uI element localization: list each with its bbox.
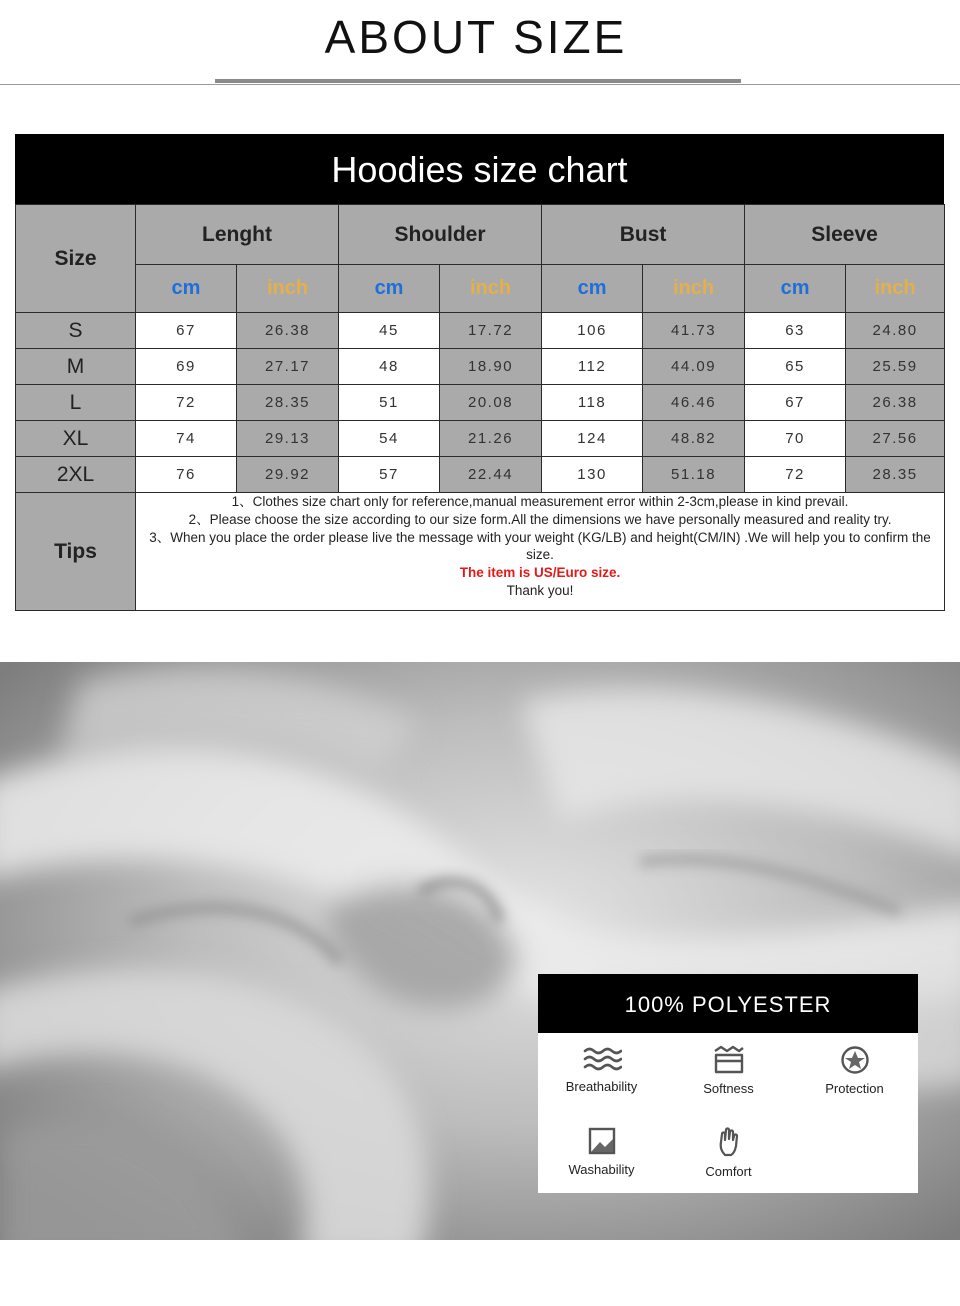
size-value-cell: 65 <box>745 349 846 385</box>
size-value-cell: 44.09 <box>643 349 745 385</box>
feature-label: Comfort <box>705 1164 752 1179</box>
size-value-cell: 22.44 <box>440 457 542 493</box>
material-title: 100% POLYESTER <box>538 974 918 1033</box>
size-value-cell: 28.35 <box>846 457 945 493</box>
feature-label: Washability <box>568 1162 635 1177</box>
unit-header: cm <box>136 265 237 313</box>
size-value-cell: 124 <box>542 421 643 457</box>
size-value-cell: 54 <box>339 421 440 457</box>
size-value-cell: 63 <box>745 313 846 349</box>
size-value-cell: 18.90 <box>440 349 542 385</box>
size-value-cell: 28.35 <box>237 385 339 421</box>
tip-closing: Thank you! <box>506 582 574 598</box>
size-value-cell: 70 <box>745 421 846 457</box>
feature-label: Softness <box>703 1081 754 1096</box>
size-value-cell: 57 <box>339 457 440 493</box>
size-table <box>15 204 945 611</box>
softness-icon <box>712 1045 746 1075</box>
size-value-cell: 130 <box>542 457 643 493</box>
group-header-sleeve: Sleeve <box>745 205 945 265</box>
size-value-cell: 48 <box>339 349 440 385</box>
feature-label: Breathability <box>565 1079 638 1094</box>
size-value-cell: 51.18 <box>643 457 745 493</box>
tip-highlight: The item is US/Euro size. <box>459 565 621 581</box>
size-value-cell: 51 <box>339 385 440 421</box>
unit-header: cm <box>542 265 643 313</box>
size-value-cell: 67 <box>745 385 846 421</box>
unit-header: inch <box>440 265 542 313</box>
size-value-cell: 29.13 <box>237 421 339 457</box>
size-value-cell: 118 <box>542 385 643 421</box>
size-value-cell: 67 <box>136 313 237 349</box>
waves-icon <box>582 1045 622 1073</box>
unit-header: inch <box>846 265 945 313</box>
tips-content <box>136 493 945 611</box>
size-chart <box>15 134 944 611</box>
tip-line: 3、When you place the order please live the message with your weight (KG/LB) and height(CM/IN) .We will help you to confirm the size. <box>149 529 931 563</box>
size-value-cell: 72 <box>136 385 237 421</box>
group-header-shoulder: Shoulder <box>339 205 542 265</box>
size-label: S <box>16 313 136 349</box>
size-value-cell: 76 <box>136 457 237 493</box>
title-underline-bar <box>215 79 741 83</box>
size-row <box>16 457 945 493</box>
unit-header: inch <box>237 265 339 313</box>
group-header-length: Lenght <box>136 205 339 265</box>
size-label: XL <box>16 421 136 457</box>
feature-protection <box>791 1045 918 1096</box>
size-value-cell: 74 <box>136 421 237 457</box>
feature-breathability <box>538 1045 665 1094</box>
size-row <box>16 385 945 421</box>
protection-icon <box>840 1045 870 1075</box>
size-row <box>16 349 945 385</box>
size-value-cell: 26.38 <box>237 313 339 349</box>
size-value-cell: 112 <box>542 349 643 385</box>
size-value-cell: 17.72 <box>440 313 542 349</box>
material-panel <box>538 974 918 1193</box>
size-value-cell: 27.17 <box>237 349 339 385</box>
page-title: ABOUT SIZE <box>324 11 628 63</box>
size-row <box>16 313 945 349</box>
size-label: L <box>16 385 136 421</box>
unit-header: cm <box>745 265 846 313</box>
unit-header: inch <box>643 265 745 313</box>
tip-line: 1、Clothes size chart only for reference,manual measurement error within 2-3cm,please in kind prevail. <box>231 494 849 509</box>
size-value-cell: 20.08 <box>440 385 542 421</box>
size-value-cell: 27.56 <box>846 421 945 457</box>
size-value-cell: 26.38 <box>846 385 945 421</box>
size-value-cell: 45 <box>339 313 440 349</box>
size-value-cell: 69 <box>136 349 237 385</box>
size-value-cell: 29.92 <box>237 457 339 493</box>
header-divider <box>0 84 960 85</box>
size-value-cell: 21.26 <box>440 421 542 457</box>
size-row <box>16 421 945 457</box>
comfort-hand-icon <box>717 1126 741 1158</box>
size-label: M <box>16 349 136 385</box>
unit-header: cm <box>339 265 440 313</box>
tips-label: Tips <box>16 493 136 611</box>
size-value-cell: 41.73 <box>643 313 745 349</box>
feature-washability <box>538 1126 665 1177</box>
size-label: 2XL <box>16 457 136 493</box>
feature-label: Protection <box>825 1081 884 1096</box>
size-value-cell: 24.80 <box>846 313 945 349</box>
size-value-cell: 72 <box>745 457 846 493</box>
group-header-bust: Bust <box>542 205 745 265</box>
size-value-cell: 25.59 <box>846 349 945 385</box>
feature-comfort <box>665 1126 792 1179</box>
size-value-cell: 46.46 <box>643 385 745 421</box>
size-column-header: Size <box>16 205 136 313</box>
size-chart-title: Hoodies size chart <box>15 134 944 204</box>
tip-line: 2、Please choose the size according to our size form.All the dimensions we have personally measured and reality try. <box>188 511 892 527</box>
feature-softness <box>665 1045 792 1096</box>
size-value-cell: 48.82 <box>643 421 745 457</box>
size-value-cell: 106 <box>542 313 643 349</box>
washability-icon <box>587 1126 617 1156</box>
